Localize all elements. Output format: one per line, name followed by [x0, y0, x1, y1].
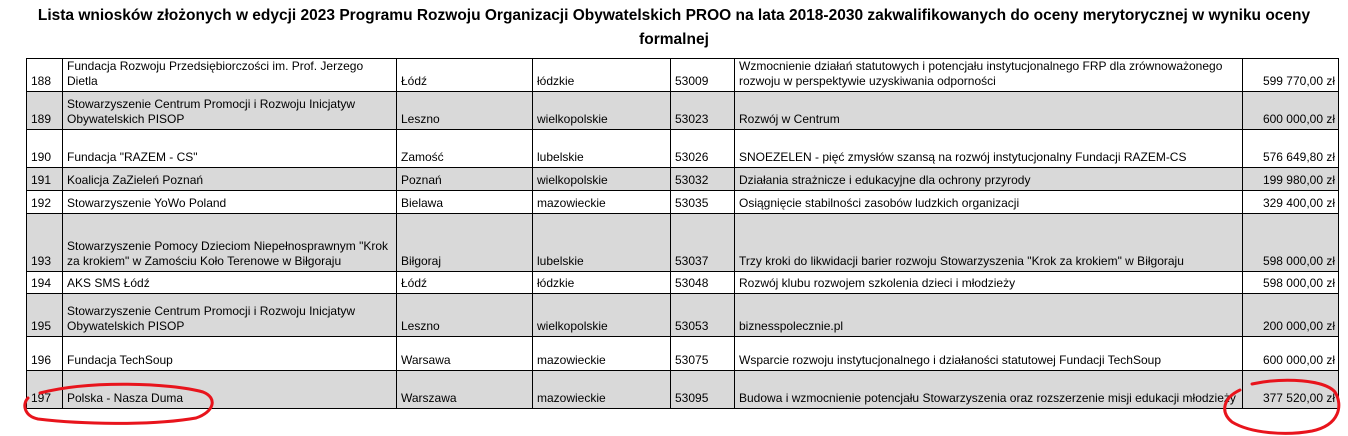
project-title: SNOEZELEN - pięć zmysłów szansą na rozwój instytucjonalny Fundacji RAZEM-CS [735, 130, 1243, 168]
organization-name: Stowarzyszenie Centrum Promocji i Rozwoju Inicjatyw Obywatelskich PISOP [63, 92, 397, 130]
voivodeship: lubelskie [533, 130, 671, 168]
amount: 377 520,00 zł [1243, 371, 1339, 409]
application-id: 53053 [671, 294, 735, 337]
amount: 600 000,00 zł [1243, 92, 1339, 130]
project-title: Osiągnięcie stabilności zasobów ludzkich organizacji [735, 191, 1243, 214]
city: Warsawa [397, 337, 533, 371]
voivodeship: mazowieckie [533, 191, 671, 214]
applications-table [26, 58, 1339, 409]
project-title: Trzy kroki do likwidacji barier rozwoju Stowarzyszenia "Krok za krokiem" w Biłgoraju [735, 214, 1243, 272]
row-number: 193 [27, 214, 63, 272]
organization-name: Polska - Nasza Duma [63, 371, 397, 409]
organization-name: Stowarzyszenie Centrum Promocji i Rozwoju Inicjatyw Obywatelskich PISOP [63, 294, 397, 337]
application-id: 53048 [671, 272, 735, 294]
application-id: 53032 [671, 168, 735, 191]
voivodeship: wielkopolskie [533, 294, 671, 337]
application-id: 53009 [671, 59, 735, 92]
row-number: 188 [27, 59, 63, 92]
application-id: 53075 [671, 337, 735, 371]
row-number: 194 [27, 272, 63, 294]
amount: 576 649,80 zł [1243, 130, 1339, 168]
table-row [27, 214, 1339, 272]
city: Poznań [397, 168, 533, 191]
table-row [27, 130, 1339, 168]
amount: 600 000,00 zł [1243, 337, 1339, 371]
amount: 598 000,00 zł [1243, 272, 1339, 294]
amount: 200 000,00 zł [1243, 294, 1339, 337]
voivodeship: łódzkie [533, 59, 671, 92]
voivodeship: wielkopolskie [533, 168, 671, 191]
voivodeship: wielkopolskie [533, 92, 671, 130]
row-number: 195 [27, 294, 63, 337]
city: Bielawa [397, 191, 533, 214]
document-title [0, 4, 1348, 52]
row-number: 191 [27, 168, 63, 191]
city: Łódź [397, 59, 533, 92]
amount: 329 400,00 zł [1243, 191, 1339, 214]
table-row [27, 337, 1339, 371]
table-row [27, 59, 1339, 92]
city: Warszawa [397, 371, 533, 409]
row-number: 197 [27, 371, 63, 409]
application-id: 53023 [671, 92, 735, 130]
city: Zamość [397, 130, 533, 168]
organization-name: Stowarzyszenie Pomocy Dzieciom Niepełnosprawnym "Krok za krokiem" w Zamościu Koło Terenowe w Biłgoraju [63, 214, 397, 272]
organization-name: Fundacja TechSoup [63, 337, 397, 371]
application-id: 53026 [671, 130, 735, 168]
organization-name: Fundacja Rozwoju Przedsiębiorczości im. Prof. Jerzego Dietla [63, 59, 397, 92]
table-row [27, 168, 1339, 191]
row-number: 196 [27, 337, 63, 371]
title-line-2: formalnej [639, 31, 709, 48]
table-row [27, 191, 1339, 214]
city: Łódź [397, 272, 533, 294]
organization-name: Stowarzyszenie YoWo Poland [63, 191, 397, 214]
city: Biłgoraj [397, 214, 533, 272]
amount: 199 980,00 zł [1243, 168, 1339, 191]
row-number: 192 [27, 191, 63, 214]
project-title: Rozwój klubu rozwojem szkolenia dzieci i młodzieży [735, 272, 1243, 294]
voivodeship: mazowieckie [533, 337, 671, 371]
amount: 598 000,00 zł [1243, 214, 1339, 272]
table-row [27, 92, 1339, 130]
table-row [27, 371, 1339, 409]
organization-name: Fundacja "RAZEM - CS" [63, 130, 397, 168]
organization-name: Koalicja ZaZieleń Poznań [63, 168, 397, 191]
organization-name: AKS SMS Łódź [63, 272, 397, 294]
title-line-1: Lista wniosków złożonych w edycji 2023 Programu Rozwoju Organizacji Obywatelskich PROO na lata 2018-2030 zakwalifikowanych do oceny merytorycznej w wyniku oceny [37, 7, 1311, 24]
row-number: 190 [27, 130, 63, 168]
application-id: 53035 [671, 191, 735, 214]
project-title: biznesspolecznie.pl [735, 294, 1243, 337]
row-number: 189 [27, 92, 63, 130]
voivodeship: mazowieckie [533, 371, 671, 409]
application-id: 53037 [671, 214, 735, 272]
voivodeship: lubelskie [533, 214, 671, 272]
project-title: Budowa i wzmocnienie potencjału Stowarzyszenia oraz rozszerzenie misji edukacji młodzieży [735, 371, 1243, 409]
project-title: Rozwój w Centrum [735, 92, 1243, 130]
table-row [27, 272, 1339, 294]
voivodeship: łódzkie [533, 272, 671, 294]
application-id: 53095 [671, 371, 735, 409]
project-title: Wsparcie rozwoju instytucjonalnego i działaności statutowej Fundacji TechSoup [735, 337, 1243, 371]
project-title: Wzmocnienie działań statutowych i potencjału instytucjonalnego FRP dla zrównoważonego rozwoju w perspektywie uzyskiwania odporności [735, 59, 1243, 92]
city: Leszno [397, 92, 533, 130]
project-title: Działania strażnicze i edukacyjne dla ochrony przyrody [735, 168, 1243, 191]
amount: 599 770,00 zł [1243, 59, 1339, 92]
table-row [27, 294, 1339, 337]
city: Leszno [397, 294, 533, 337]
